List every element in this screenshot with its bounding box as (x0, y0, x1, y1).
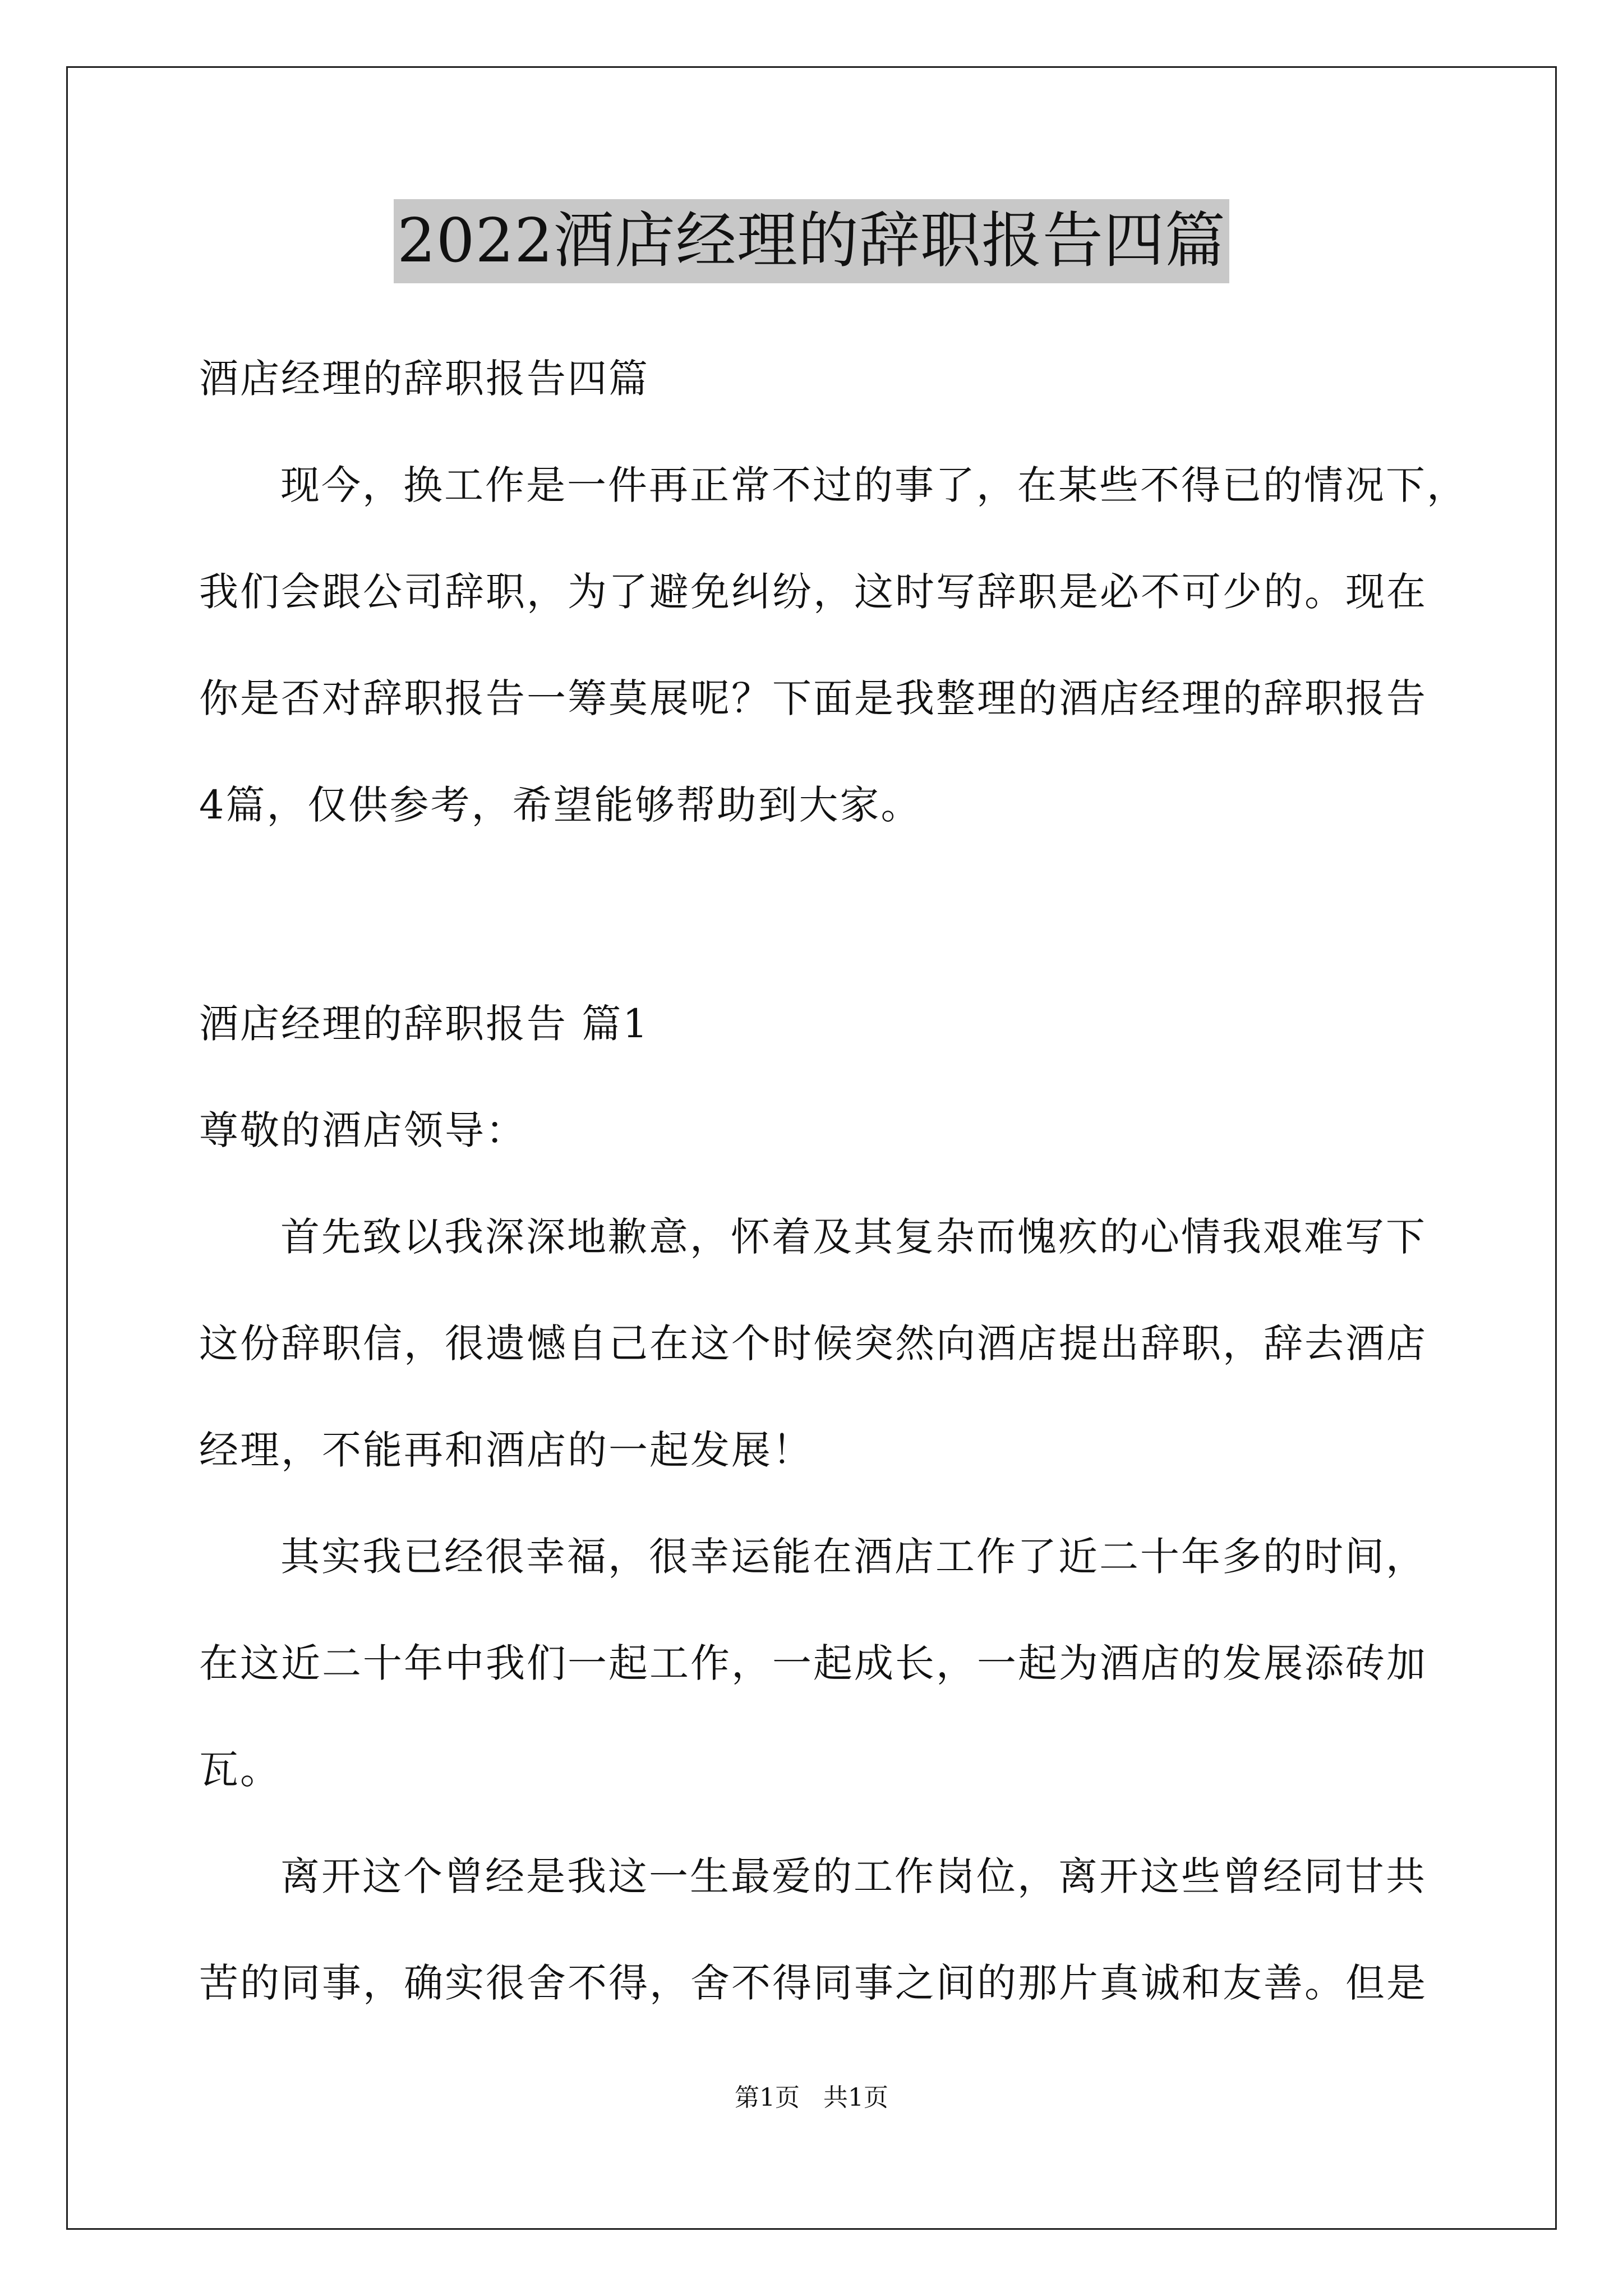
document-title: 2022酒店经理的辞职报告四篇 (394, 199, 1229, 283)
subtitle: 酒店经理的辞职报告四篇 (199, 356, 649, 402)
body-line: 在这近二十年中我们一起工作，一起成长，一起为酒店的发展添砖加 (199, 1640, 1427, 1686)
intro-line: 现今，换工作是一件再正常不过的事了，在某些不得已的情况下， (280, 462, 1468, 508)
body-line: 首先致以我深深地歉意，怀着及其复杂而愧疚的心情我艰难写下 (280, 1214, 1427, 1260)
page-footer: 第1页 共1页 (735, 2083, 888, 2112)
intro-line: 我们会跟公司辞职，为了避免纠纷，这时写辞职是必不可少的。现在 (199, 569, 1427, 615)
salutation: 尊敬的酒店领导： (199, 1107, 527, 1153)
body-line: 其实我已经很幸福，很幸运能在酒店工作了近二十年多的时间， (280, 1534, 1427, 1580)
intro-line: 4篇，仅供参考，希望能够帮助到大家。 (199, 782, 922, 828)
body-line: 经理，不能再和酒店的一起发展！ (199, 1427, 813, 1473)
intro-line: 你是否对辞职报告一筹莫展呢？下面是我整理的酒店经理的辞职报告 (199, 675, 1427, 721)
title-container (0, 199, 1623, 283)
body-line: 瓦。 (199, 1747, 281, 1793)
body-line: 离开这个曾经是我这一生最爱的工作岗位，离开这些曾经同甘共 (280, 1853, 1427, 1899)
section-heading: 酒店经理的辞职报告 篇1 (199, 1001, 649, 1047)
body-line: 这份辞职信，很遗憾自己在这个时候突然向酒店提出辞职，辞去酒店 (199, 1320, 1427, 1366)
body-line: 苦的同事，确实很舍不得，舍不得同事之间的那片真诚和友善。但是 (199, 1960, 1427, 2006)
